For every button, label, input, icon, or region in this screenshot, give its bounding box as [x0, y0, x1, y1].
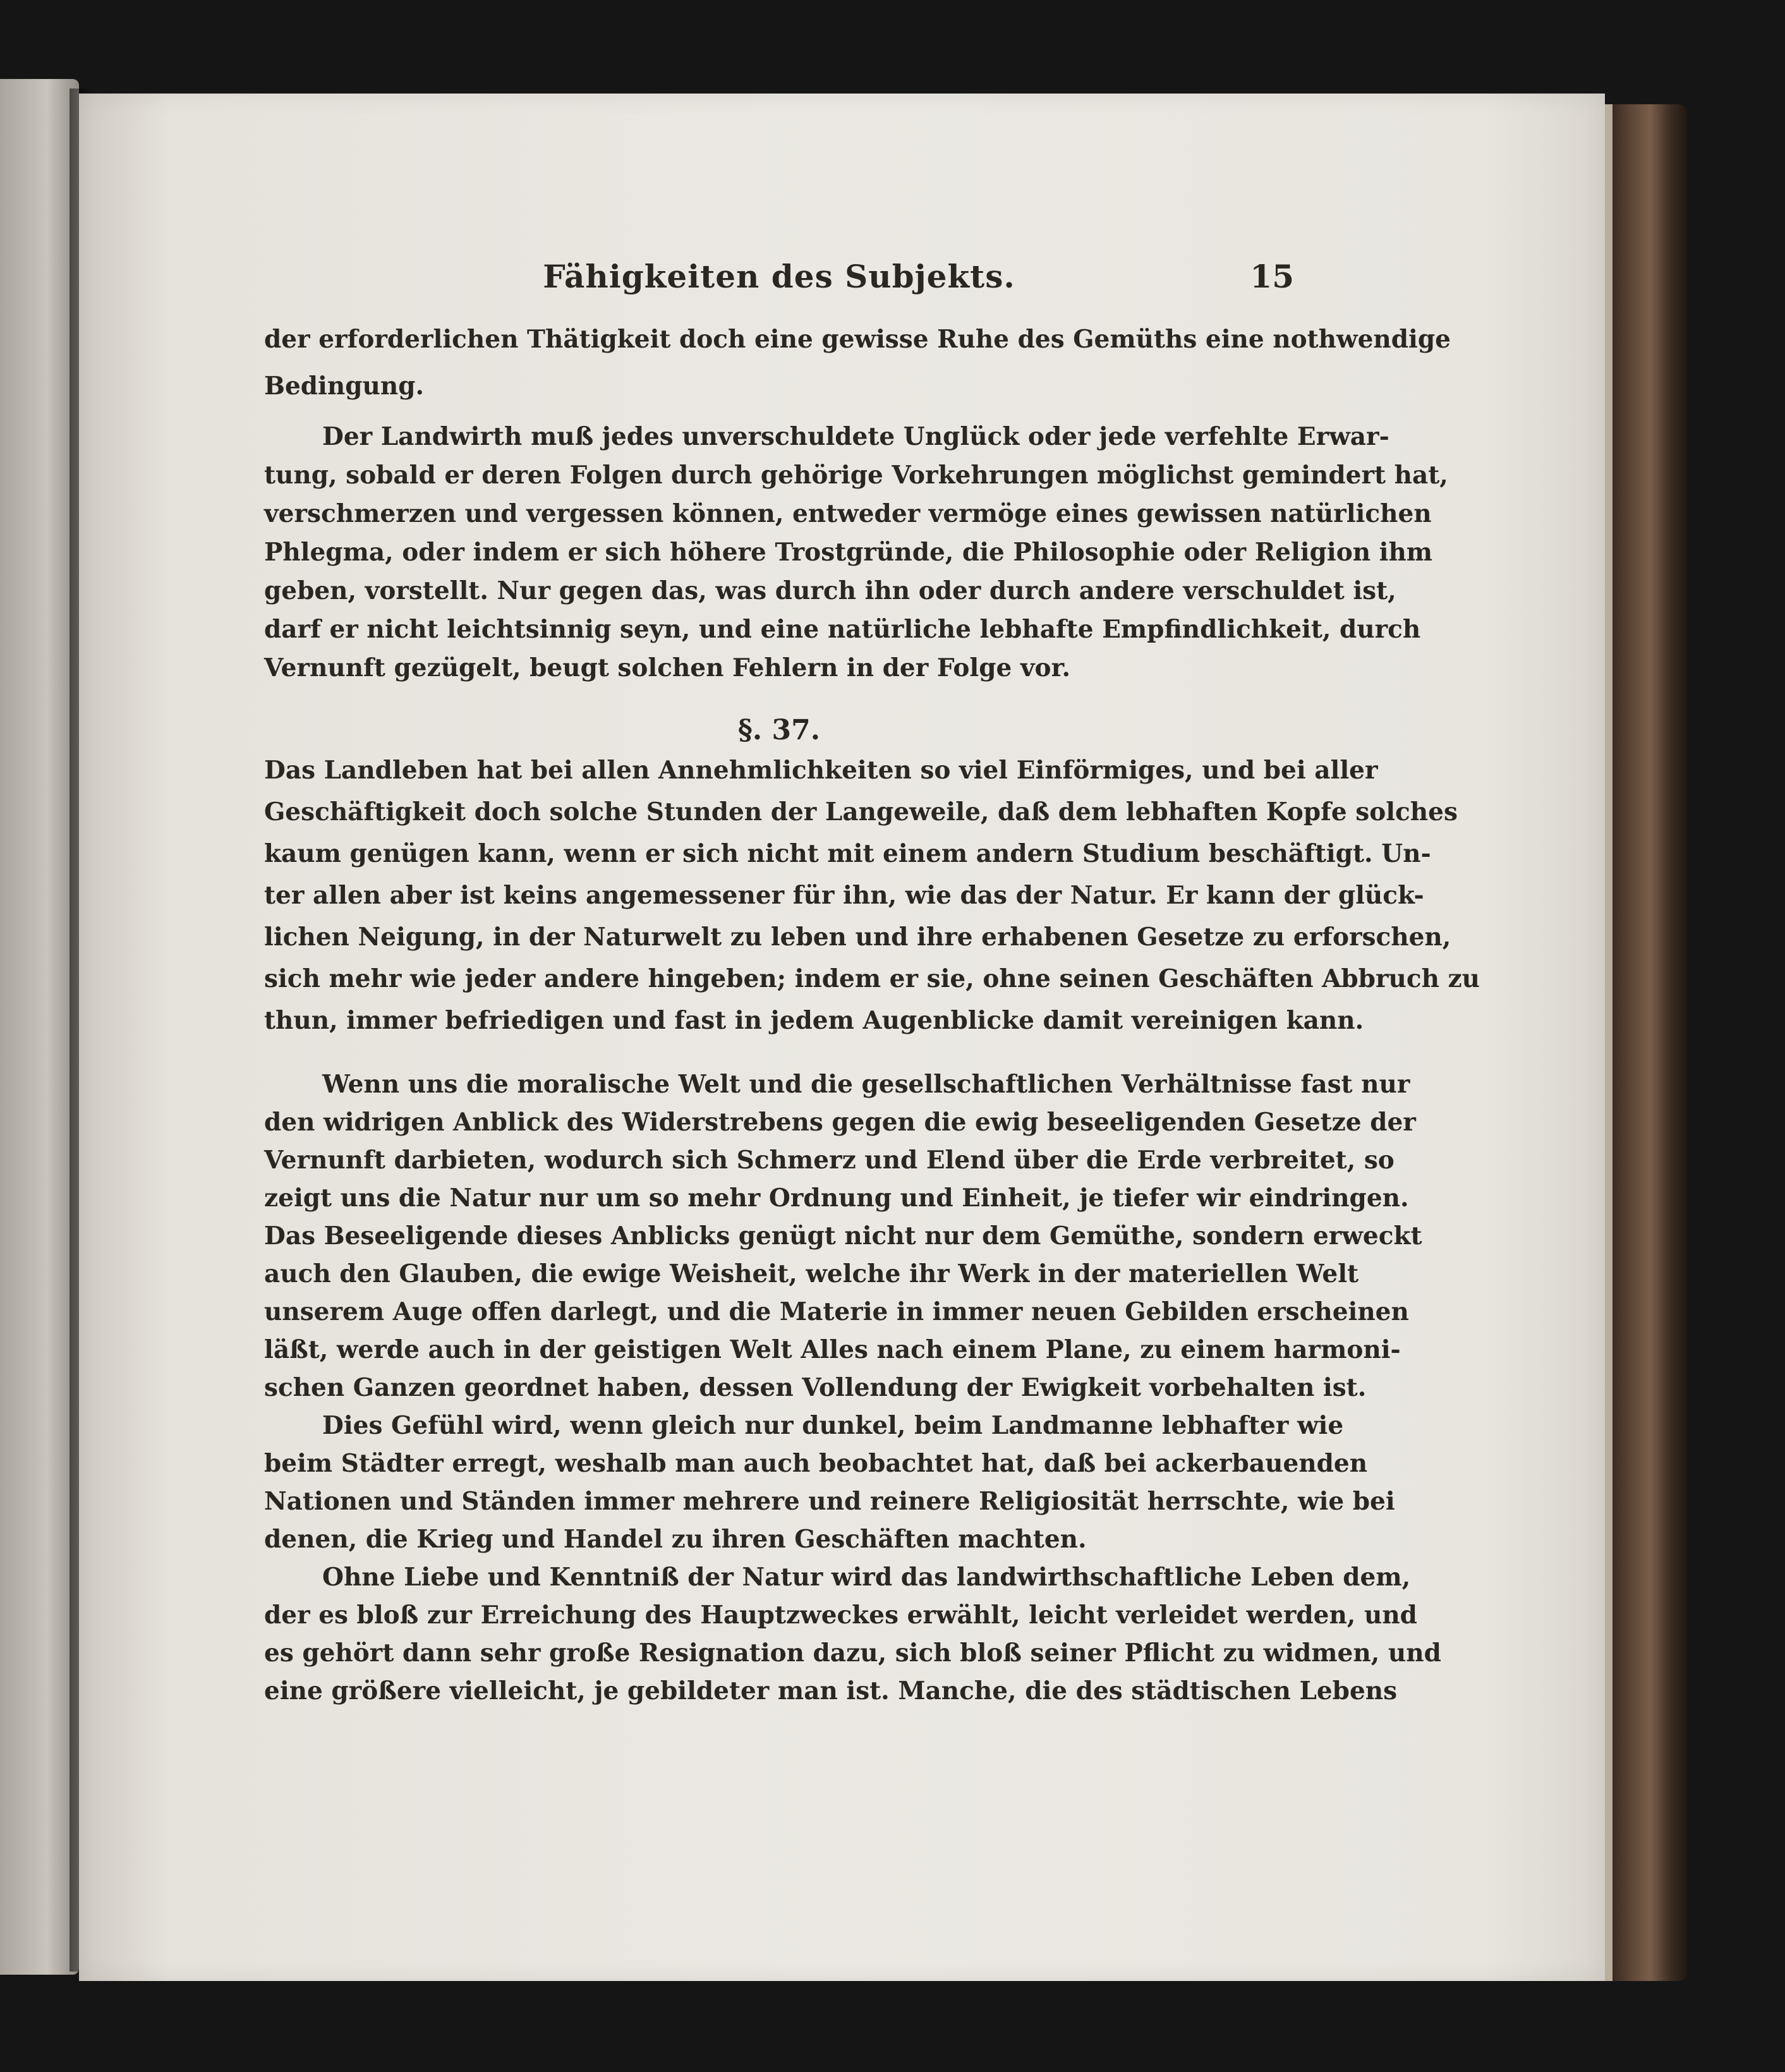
text-line: thun, immer befriedigen und fast in jedem Augenblicke damit vereinigen kann.: [264, 1006, 1364, 1035]
text-line: schen Ganzen geordnet haben, dessen Vollendung der Ewigkeit vorbehalten ist.: [264, 1373, 1367, 1402]
text-line: ter allen aber ist keins angemessener für ihn, wie das der Natur. Er kann der glück-: [264, 881, 1424, 910]
text-line: Nationen und Ständen immer mehrere und reinere Religiosität herrschte, wie bei: [264, 1487, 1395, 1516]
text-line: Geschäftigkeit doch solche Stunden der Langeweile, daß dem lebhaften Kopfe solches: [264, 797, 1458, 827]
text-line: zeigt uns die Natur nur um so mehr Ordnung und Einheit, je tiefer wir eindringen.: [264, 1184, 1409, 1213]
left-page-edge: [0, 79, 79, 1975]
text-line: Wenn uns die moralische Welt und die gesellschaftlichen Verhältnisse fast nur: [322, 1070, 1410, 1099]
text-line: darf er nicht leichtsinnig seyn, und eine natürliche lebhafte Empfindlichkeit, durch: [264, 615, 1421, 644]
text-line: auch den Glauben, die ewige Weisheit, welche ihr Werk in der materiellen Welt: [264, 1259, 1359, 1288]
section-heading: §. 37.: [737, 714, 821, 746]
text-line: Das Landleben hat bei allen Annehmlichkeiten so viel Einförmiges, und bei aller: [264, 756, 1378, 785]
text-line: beim Städter erregt, weshalb man auch beobachtet hat, daß bei ackerbauenden: [264, 1449, 1368, 1478]
text-line: der es bloß zur Erreichung des Hauptzweckes erwählt, leicht verleidet werden, und: [264, 1601, 1417, 1630]
text-line: den widrigen Anblick des Widerstrebens gegen die ewig beseeligenden Gesetze der: [264, 1108, 1416, 1137]
text-line: Ohne Liebe und Kenntniß der Natur wird das landwirthschaftliche Leben dem,: [322, 1563, 1411, 1592]
text-line: eine größere vielleicht, je gebildeter man ist. Manche, die des städtischen Lebens: [264, 1676, 1398, 1705]
text-line: unserem Auge offen darlegt, und die Materie in immer neuen Gebilden erscheinen: [264, 1297, 1409, 1326]
text-line: geben, vorstellt. Nur gegen das, was durch ihn oder durch andere verschuldet ist,: [264, 576, 1396, 605]
text-line: sich mehr wie jeder andere hingeben; indem er sie, ohne seinen Geschäften Abbruch zu: [264, 964, 1480, 993]
text-line: Vernunft darbieten, wodurch sich Schmerz und Elend über die Erde verbreitet, so: [264, 1146, 1395, 1175]
running-head-title: Fähigkeiten des Subjekts.: [543, 258, 1015, 295]
text-line: Der Landwirth muß jedes unverschuldete Unglück oder jede verfehlte Erwar-: [322, 422, 1389, 451]
text-line: Phlegma, oder indem er sich höhere Trostgründe, die Philosophie oder Religion ihm: [264, 538, 1433, 567]
text-line: Vernunft gezügelt, beugt solchen Fehlern in der Folge vor.: [264, 653, 1071, 682]
text-line: kaum genügen kann, wenn er sich nicht mit einem andern Studium beschäftigt. Un-: [264, 839, 1431, 868]
text-line: tung, sobald er deren Folgen durch gehörige Vorkehrungen möglichst gemindert hat,: [264, 461, 1448, 490]
page-edge: [1605, 104, 1613, 1981]
text-line: denen, die Krieg und Handel zu ihren Geschäften machten.: [264, 1525, 1087, 1554]
page-number: 15: [1250, 258, 1294, 295]
text-line: es gehört dann sehr große Resignation dazu, sich bloß seiner Pflicht zu widmen, und: [264, 1639, 1441, 1668]
running-head: [264, 258, 1294, 302]
text-line: läßt, werde auch in der geistigen Welt Alles nach einem Plane, zu einem harmoni-: [264, 1335, 1401, 1364]
text-line: Das Beseeligende dieses Anblicks genügt nicht nur dem Gemüthe, sondern erweckt: [264, 1221, 1422, 1251]
text-line: lichen Neigung, in der Naturwelt zu leben und ihre erhabenen Gesetze zu erforschen,: [264, 923, 1451, 952]
text-line: verschmerzen und vergessen können, entweder vermöge eines gewissen natürlichen: [264, 499, 1432, 528]
text-line: Dies Gefühl wird, wenn gleich nur dunkel, beim Landmanne lebhafter wie: [322, 1411, 1344, 1440]
text-line: Bedingung.: [264, 372, 425, 401]
text-line: der erforderlichen Thätigkeit doch eine gewisse Ruhe des Gemüths eine nothwendige: [264, 325, 1451, 354]
book-spine: [1605, 104, 1687, 1981]
